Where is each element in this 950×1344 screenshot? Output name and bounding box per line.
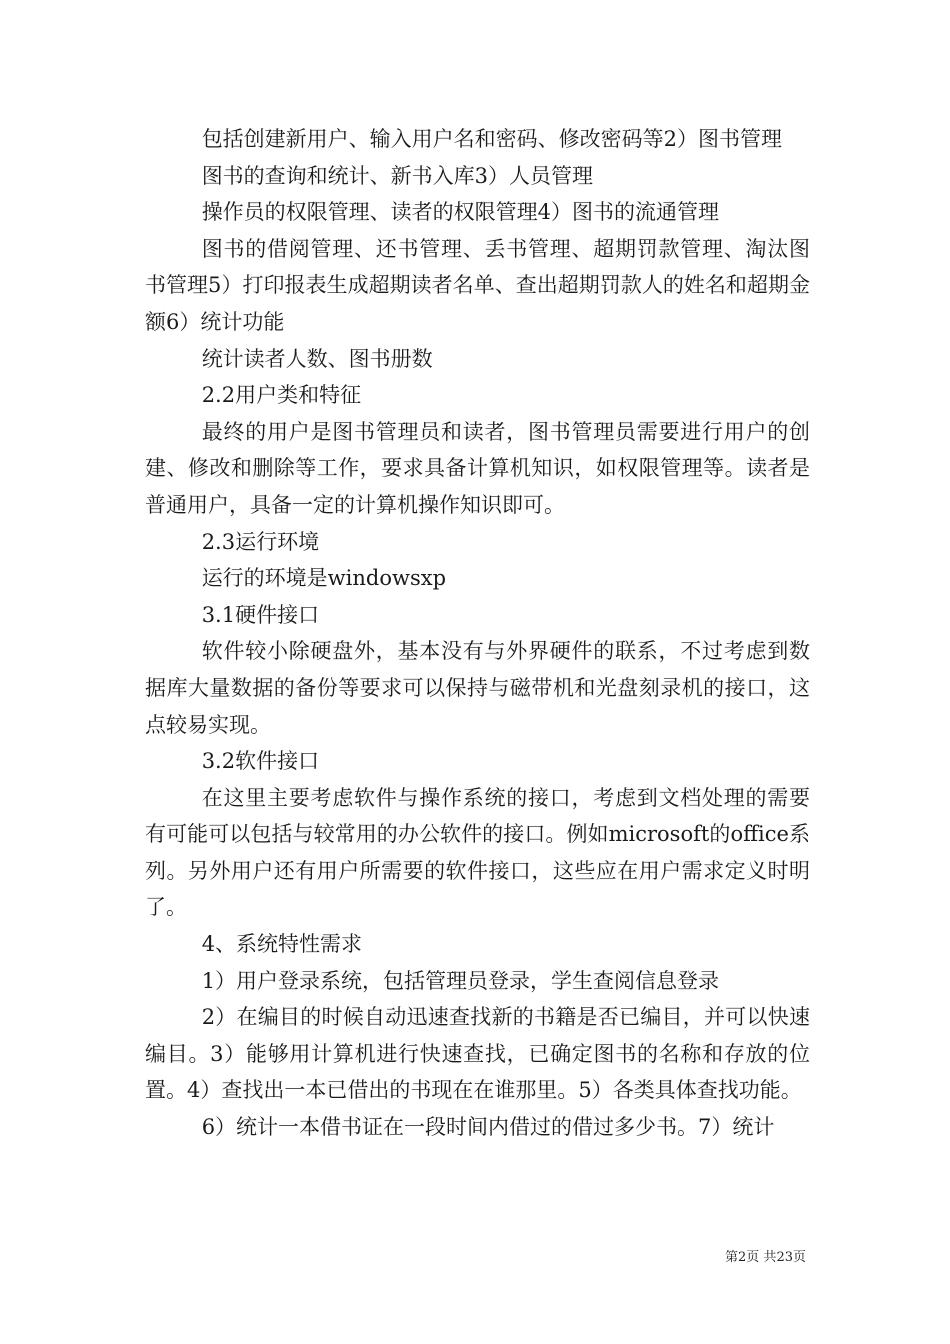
- heading-user-classes: 2.2用户类和特征: [201, 383, 362, 408]
- paragraph-circulation: 图书的借阅管理、还书管理、丢书管理、超期罚款管理、淘汰图书管理5）打印报表生成超期读者名单、查出超期罚款人的姓名和超期金额6）统计功能: [145, 236, 810, 334]
- paragraph-user-classes: 最终的用户是图书管理员和读者，图书管理员需要进行用户的创建、修改和删除等工作，要求具备计算机知识，如权限管理等。读者是普通用户，具备一定的计算机操作知识即可。: [145, 419, 810, 517]
- heading-hardware-interface: 3.1硬件接口: [201, 602, 320, 627]
- heading-system-features: 4、系统特性需求: [201, 932, 363, 957]
- footer-prefix: 第: [725, 1250, 739, 1265]
- paragraph-runtime-environment: 运行的环境是windowsxp: [201, 566, 447, 591]
- paragraph-user-management: 包括创建新用户、输入用户名和密码、修改密码等2）图书管理: [201, 127, 783, 151]
- paragraph-feature-card-stats: 6）统计一本借书证在一段时间内借过的借过多少书。7）统计: [201, 1115, 775, 1140]
- footer-middle: 页 共: [746, 1250, 777, 1265]
- paragraph-feature-login: 1）用户登录系统，包括管理员登录，学生查阅信息登录: [201, 968, 720, 993]
- paragraph-staff-management: 操作员的权限管理、读者的权限管理4）图书的流通管理: [201, 200, 720, 225]
- heading-software-interface: 3.2软件接口: [201, 749, 320, 774]
- page-number-footer: [725, 1246, 806, 1265]
- paragraph-book-management: 图书的查询和统计、新书入库3）人员管理: [201, 163, 594, 188]
- heading-runtime-environment: 2.3运行环境: [201, 529, 320, 554]
- paragraph-software-interface: 在这里主要考虑软件与操作系统的接口，考虑到文档处理的需要有可能可以包括与较常用的办公软件的接口。例如microsoft的office系列。另外用户还有用户所需要的软件接口，这些应在用户需求定义时明了。: [145, 785, 810, 920]
- paragraph-feature-cataloging: 2）在编目的时候自动迅速查找新的书籍是否已编目，并可以快速编目。3）能够用计算机进行快速查找，已确定图书的名称和存放的位置。4）查找出一本已借出的书现在在谁那里。5）各类具体查找功能。: [145, 1005, 810, 1103]
- footer-total-pages: 23: [776, 1250, 793, 1265]
- paragraph-hardware-interface: 软件较小除硬盘外，基本没有与外界硬件的联系，不过考虑到数据库大量数据的备份等要求可以保持与磁带机和光盘刻录机的接口，这点较易实现。: [145, 639, 810, 737]
- paragraph-statistics: 统计读者人数、图书册数: [201, 346, 433, 371]
- footer-current-page: 2: [738, 1250, 747, 1265]
- footer-suffix: 页: [792, 1250, 806, 1265]
- document-body: [145, 121, 810, 1146]
